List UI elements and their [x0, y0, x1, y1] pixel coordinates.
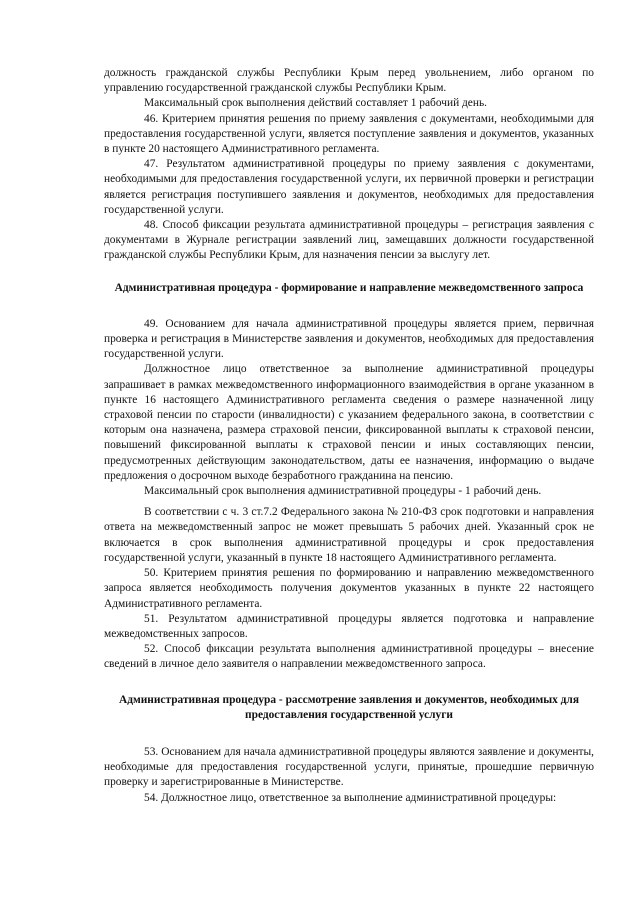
paragraph-52: 52. Способ фиксации результата выполнения административной процедуры – внесение сведений в личное дело заявителя о направлении межведомственного запроса. — [104, 643, 594, 671]
paragraph-continuation: должность гражданской службы Республики Крым перед увольнением, либо органом по управлению государственной гражданской службы Республики Крым. — [104, 67, 594, 95]
paragraph-47: 47. Результатом административной процедуры по приему заявления с документами, необходимыми для предоставления государственной услуги, их первичной проверки и регистрации является регистрация поступившего заявления и документов, необходимых для предоставления государственной услуги. — [104, 158, 594, 216]
paragraph-50: 50. Критерием принятия решения по формированию и направлению межведомственного запроса является необходимость получения документов указанных в пункте 22 настоящего Административного регламента. — [104, 567, 594, 610]
section-heading-review-application: Административная процедура - рассмотрение заявления и документов, необходимых для предоставления государственной услуги — [119, 693, 579, 721]
paragraph-responsible-official: Должностное лицо ответственное за выполнение административной процедуры запрашивает в рамках межведомственного информационного взаимодействия в органе указанном в пункте 16 настоящего Административного регламента сведения о размере назначенной лицу страховой пенсии по старости (инвалидности) с указанием федерального закона, в соответствии с которым она назначена, размера страховой пенсии, фиксированной выплаты к страховой пенсии, повышений фиксированной выплаты к страховой пенсии и иных составляющих пенсии, предусмотренных действующим законодательством, даты ее назначения, информацию о выдаче предложения о досрочном выходе безработного гражданина на пенсию. — [104, 363, 594, 482]
paragraph-46: 46. Критерием принятия решения по приему заявления с документами, необходимыми для предоставления государственной услуги, является поступление заявления и документов, указанных в пункте 20 настоящего Административного регламента. — [104, 112, 594, 156]
paragraph-53: 53. Основанием для начала административной процедуры являются заявление и документы, необходимые для предоставления государственной услуги, принятые, прошедшие первичную проверку и зарегистрированные в Министерстве. — [104, 745, 594, 789]
paragraph-max-term: Максимальный срок выполнения действий составляет 1 рабочий день. — [144, 97, 487, 110]
paragraph-max-term-1-day: Максимальный срок выполнения административной процедуры - 1 рабочий день. — [144, 485, 542, 498]
paragraph-51: 51. Результатом административной процедуры является подготовка и направление межведомственных запросов. — [104, 612, 594, 640]
paragraph-49: 49. Основанием для начала административной процедуры является прием, первичная проверка и регистрация в Министерстве заявления и документов, необходимых для предоставления государственной услуги. — [104, 317, 594, 361]
paragraph-federal-law-210: В соответствии с ч. 3 ст.7.2 Федерального закона № 210-ФЗ срок подготовки и направления ответа на межведомственный запрос не может превышать 5 рабочих дней. Указанный срок не включается в срок выполнения административной процедуры и срок предоставления государственной услуги, указанный в пункте 18 настоящего Административного регламента. — [104, 506, 594, 564]
section-heading-interagency-request: Административная процедура - формирование и направление межведомственного запроса — [114, 281, 584, 294]
paragraph-54: 54. Должностное лицо, ответственное за выполнение административной процедуры: — [144, 791, 557, 804]
paragraph-48: 48. Способ фиксации результата административной процедуры – регистрация заявления с документами в Журнале регистрации заявлений лиц, замещавших должности государственной гражданской службы Республики Крым, для назначения пенсии за выслугу лет. — [104, 219, 594, 262]
